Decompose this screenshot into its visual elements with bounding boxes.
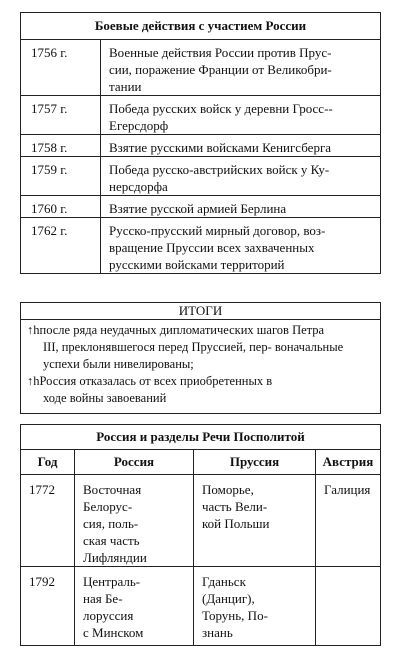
cell-line: сия, поль- xyxy=(83,516,139,531)
partitions-table xyxy=(20,424,381,646)
summary-line: успехи были нивелированы; xyxy=(43,357,194,371)
cell-line: знань xyxy=(202,625,233,640)
year-cell: 1758 г. xyxy=(21,135,101,157)
summary-line: ↑hпосле ряда неудачных дипломатических шагов Петра xyxy=(27,323,325,337)
event-cell xyxy=(101,135,381,157)
year-cell: 1792 xyxy=(21,567,75,646)
summary-title: ИТОГИ xyxy=(21,303,381,320)
cell-line: Поморье, xyxy=(202,482,254,497)
year-cell: 1772 xyxy=(21,475,75,567)
summary-line: III, преклонявшегося перед Пруссией, пер- воначальные xyxy=(43,340,344,354)
cell-line: Гданьск xyxy=(202,574,246,589)
cell-line: кой Польши xyxy=(202,516,270,531)
table-row xyxy=(21,96,381,135)
cell-line: Лифляндии xyxy=(83,550,147,565)
russia-cell xyxy=(75,567,194,646)
cell-line: с Минском xyxy=(83,625,144,640)
event-cell xyxy=(101,157,381,196)
prussia-cell xyxy=(194,475,316,567)
cell-line: часть Вели- xyxy=(202,499,268,514)
cell-line: Торунь, По- xyxy=(202,608,268,623)
event-line: русскими войсками территорий xyxy=(109,257,285,272)
column-header-austria: Австрия xyxy=(316,450,381,475)
partitions-table-title: Россия и разделы Речи Посполитой xyxy=(21,425,381,450)
table-row xyxy=(21,475,381,567)
cell-line: Централь- xyxy=(83,574,141,589)
russia-cell xyxy=(75,475,194,567)
table-row xyxy=(21,40,381,96)
event-line: Егерсдорф xyxy=(109,118,169,133)
austria-cell xyxy=(316,567,381,646)
cell-line: Галиция xyxy=(324,482,371,497)
battles-table xyxy=(20,12,381,274)
event-cell xyxy=(101,40,381,96)
austria-cell xyxy=(316,475,381,567)
cell-line: Белорус- xyxy=(83,499,133,514)
event-cell xyxy=(101,218,381,274)
event-line: Военные действия России против Прус- xyxy=(109,45,332,60)
prussia-cell xyxy=(194,567,316,646)
year-cell: 1757 г. xyxy=(21,96,101,135)
year-cell: 1762 г. xyxy=(21,218,101,274)
event-line: Взятие русской армией Берлина xyxy=(109,201,287,216)
summary-box xyxy=(20,302,381,414)
summary-item xyxy=(27,322,376,373)
table-row xyxy=(21,135,381,157)
battles-table-title: Боевые действия с участием России xyxy=(21,13,381,40)
cell-line: лоруссия xyxy=(83,608,134,623)
column-header-russia: Россия xyxy=(75,450,194,475)
event-cell xyxy=(101,96,381,135)
column-header-year: Год xyxy=(21,450,75,475)
table-row xyxy=(21,567,381,646)
event-cell xyxy=(101,196,381,218)
column-header-prussia: Пруссия xyxy=(194,450,316,475)
year-cell: 1756 г. xyxy=(21,40,101,96)
event-line: сии, поражение Франции от Великобри- xyxy=(109,62,332,77)
summary-item xyxy=(27,373,376,407)
event-line: Победа русско-австрийских войск у Ку- xyxy=(109,162,330,177)
table-row xyxy=(21,196,381,218)
summary-body xyxy=(21,320,381,414)
event-line: вращение Пруссии всех захваченных xyxy=(109,240,315,255)
header-row xyxy=(21,450,381,475)
event-line: тании xyxy=(109,79,142,94)
summary-line: ↑hРоссия отказалась от всех приобретенных в xyxy=(27,374,273,388)
event-line: Взятие русскими войсками Кенигсберга xyxy=(109,140,332,155)
table-row xyxy=(21,157,381,196)
event-line: Русско-прусский мирный договор, воз- xyxy=(109,223,326,238)
summary-line: ходе войны завоеваний xyxy=(43,391,167,405)
event-line: Победа русских войск у деревни Гросс-- xyxy=(109,101,333,116)
cell-line: ская часть xyxy=(83,533,140,548)
year-cell: 1759 г. xyxy=(21,157,101,196)
year-cell: 1760 г. xyxy=(21,196,101,218)
cell-line: ная Бе- xyxy=(83,591,123,606)
table-row xyxy=(21,218,381,274)
cell-line: (Данциг), xyxy=(202,591,255,606)
cell-line: Восточная xyxy=(83,482,142,497)
event-line: нерсдорфа xyxy=(109,179,168,194)
